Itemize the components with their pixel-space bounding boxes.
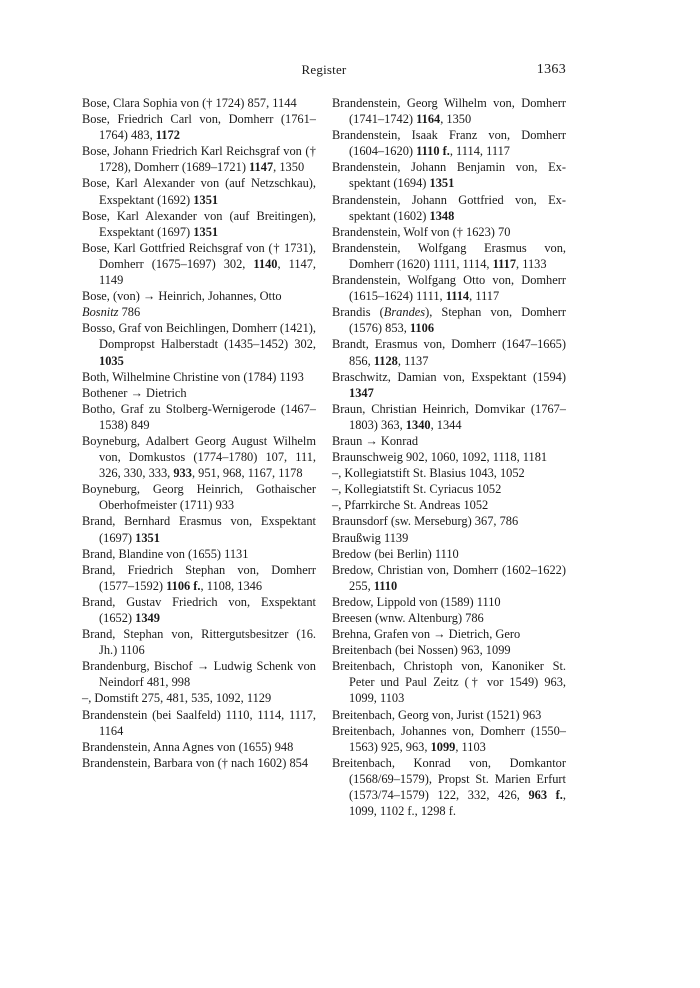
main-reference: 1035 bbox=[99, 353, 124, 368]
index-entry bbox=[82, 320, 316, 368]
entry-text: Brandenstein, Wolfgang Erasmus von, Domherr (1620) 1111, 1114, bbox=[332, 240, 566, 271]
entry-text: , 951, 968, 1167, 1178 bbox=[191, 466, 303, 481]
entry-text: Brehna, Grafen von → Dietrich, Gero bbox=[332, 627, 521, 642]
index-entry bbox=[82, 175, 316, 207]
main-reference: 1147 bbox=[249, 160, 274, 175]
index-entry bbox=[82, 401, 316, 433]
index-entry bbox=[332, 723, 566, 755]
entry-text: Brandenstein, Johann Benjamin von, Exspektant (1694) bbox=[332, 160, 566, 191]
entry-text: , 1103 bbox=[455, 739, 486, 754]
entry-text: Botho, Graf zu Stolberg-Wernigerode (1467–1538) 849 bbox=[82, 401, 316, 432]
index-columns bbox=[82, 95, 566, 819]
main-reference: 963 f. bbox=[528, 788, 563, 803]
index-entry bbox=[332, 401, 566, 433]
entry-text: Breitenbach, Konrad von, Domkantor (1568/69–1579), Propst St. Marien Erfurt (1573/74–1579) 122, 332, 426, bbox=[332, 755, 566, 803]
index-entry bbox=[82, 562, 316, 594]
main-reference: 1351 bbox=[193, 224, 219, 239]
main-reference: 1340 bbox=[405, 417, 431, 432]
entry-text: Boyneburg, Georg Heinrich, Gothaischer Oberhofmeister (1711) 933 bbox=[82, 482, 316, 513]
entry-text: Braun, Christian Heinrich, Domvikar (1767–1803) 363, bbox=[332, 401, 566, 432]
page-header bbox=[82, 62, 566, 80]
index-entry bbox=[332, 755, 566, 819]
index-entry bbox=[332, 272, 566, 304]
main-reference: 1128 bbox=[373, 353, 398, 368]
main-reference: 1106 f. bbox=[166, 578, 201, 593]
entry-text: Breitenbach (bei Nossen) 963, 1099 bbox=[332, 643, 511, 658]
main-reference: 1106 bbox=[409, 321, 435, 336]
entry-text: Breitenbach, Johannes von, Domherr (1550–1563) 925, 963, bbox=[332, 723, 566, 754]
main-reference: 1347 bbox=[349, 385, 374, 400]
main-reference: 1164 bbox=[416, 112, 441, 127]
index-entry bbox=[332, 449, 566, 465]
main-reference: 1172 bbox=[155, 128, 180, 143]
main-reference: 1351 bbox=[135, 530, 160, 545]
entry-text: Brandenstein (bei Saalfeld) 1110, 1114, 1117, 1164 bbox=[82, 707, 316, 738]
entry-text: Brandenstein, Johann Gottfried von, Exspektant (1602) bbox=[332, 192, 566, 223]
entry-text: Brandenstein, Isaak Franz von, Domherr (1604–1620) bbox=[332, 128, 566, 159]
index-entry bbox=[332, 369, 566, 401]
index-entry bbox=[82, 707, 316, 739]
entry-text: , 1137 bbox=[397, 353, 429, 368]
entry-text: Brandenstein, Georg Wilhelm von, Domherr (1741–1742) bbox=[332, 96, 566, 127]
entry-text: Bose, (von) → Heinrich, Johannes, Otto bbox=[82, 289, 282, 304]
index-entry bbox=[332, 513, 566, 529]
entry-text: Both, Wilhelmine Christine von (1784) 1193 bbox=[82, 369, 304, 384]
index-entry bbox=[82, 755, 316, 771]
entry-text: , 1350 bbox=[440, 112, 472, 127]
running-title: Register bbox=[301, 62, 347, 77]
entry-text: Bredow (bei Berlin) 1110 bbox=[332, 546, 459, 561]
index-entry bbox=[332, 95, 566, 127]
variant-name: Bosnitz bbox=[82, 305, 119, 320]
entry-text: Breesen (wnw. Altenburg) 786 bbox=[332, 611, 484, 625]
index-entry bbox=[332, 159, 566, 191]
entry-text: –, Pfarrkirche St. Andreas 1052 bbox=[332, 498, 489, 513]
index-entry bbox=[82, 208, 316, 240]
index-entry bbox=[332, 240, 566, 272]
index-entry bbox=[332, 707, 566, 723]
entry-text: Braußwig 1139 bbox=[332, 530, 409, 545]
index-entry bbox=[332, 642, 566, 658]
index-entry bbox=[82, 288, 316, 304]
entry-text: Brandis ( bbox=[332, 305, 384, 320]
entry-text: , 1108, 1346 bbox=[200, 578, 263, 593]
main-reference: 1348 bbox=[429, 208, 455, 223]
entry-text: Braunsdorf (sw. Merseburg) 367, 786 bbox=[332, 514, 519, 529]
index-entry bbox=[82, 513, 316, 545]
entry-text: Brandenstein, Anna Agnes von (1655) 948 bbox=[82, 739, 294, 754]
entry-text: Breitenbach, Christoph von, Kanoniker St. Peter und Paul Zeitz († vor 1549) 963, 1099, 1103 bbox=[332, 659, 566, 706]
index-entry bbox=[332, 481, 566, 497]
entry-text: , 1344 bbox=[430, 417, 462, 432]
entry-text: Brandenburg, Bischof → Ludwig Schenk von Neindorf 481, 998 bbox=[82, 659, 316, 690]
main-reference: 933 bbox=[173, 466, 192, 481]
entry-text: 786 bbox=[118, 305, 141, 320]
main-reference: 1351 bbox=[193, 192, 219, 207]
entry-text: Brand, Bernhard Erasmus von, Exspektant (1697) bbox=[82, 514, 316, 545]
entry-text: Braun → Konrad bbox=[332, 433, 419, 448]
variant-name: Brandes bbox=[383, 305, 426, 320]
index-entry bbox=[82, 739, 316, 755]
main-reference: 1117 bbox=[492, 256, 517, 271]
main-reference: 1351 bbox=[429, 176, 455, 191]
index-entry bbox=[332, 546, 566, 562]
main-reference: 1110 bbox=[373, 578, 398, 593]
entry-text: , 1350 bbox=[273, 160, 305, 175]
entry-text: , 1117 bbox=[469, 289, 500, 304]
index-entry bbox=[82, 143, 316, 175]
entry-text: –, Domstift 275, 481, 535, 1092, 1129 bbox=[82, 691, 272, 706]
entry-text: Bothener → Dietrich bbox=[82, 385, 187, 400]
index-entry bbox=[82, 626, 316, 658]
entry-text: Braunschweig 902, 1060, 1092, 1118, 1181 bbox=[332, 450, 548, 465]
page-number: 1363 bbox=[536, 62, 566, 77]
entry-text: –, Kollegiatstift St. Cyriacus 1052 bbox=[332, 482, 502, 497]
entry-text: Brand, Gustav Friedrich von, Exspektant (1652) bbox=[82, 594, 316, 625]
index-entry bbox=[332, 610, 566, 626]
index-entry bbox=[82, 433, 316, 481]
entry-text: Bose, Friedrich Carl von, Domherr (1761–1764) 483, bbox=[82, 112, 316, 143]
entry-text: , 1114, 1117 bbox=[449, 144, 510, 159]
index-entry bbox=[332, 594, 566, 610]
index-entry bbox=[82, 385, 316, 401]
index-entry bbox=[332, 127, 566, 159]
index-entry bbox=[332, 626, 566, 642]
index-entry bbox=[82, 594, 316, 626]
index-entry bbox=[82, 369, 316, 385]
entry-text: Boyneburg, Adalbert Georg August Wilhelm von, Domkustos (1774–1780) 107, 111, 326, 330, 333, bbox=[82, 433, 316, 481]
index-entry bbox=[82, 240, 316, 288]
entry-text: Breitenbach, Georg von, Jurist (1521) 963 bbox=[332, 707, 542, 722]
index-entry bbox=[332, 562, 566, 594]
entry-text: Bose, Karl Alexander von (auf Netzschkau), Exspektant (1692) bbox=[82, 176, 316, 207]
index-entry bbox=[332, 336, 566, 368]
main-reference: 1140 bbox=[253, 256, 278, 271]
index-entry bbox=[82, 481, 316, 513]
main-reference: 1099 bbox=[430, 739, 456, 754]
entry-text: ), Stephan von, Domherr (1576) 853, bbox=[349, 305, 566, 336]
entry-text: Bose, Clara Sophia von († 1724) 857, 1144 bbox=[82, 96, 297, 110]
entry-text: –, Kollegiatstift St. Blasius 1043, 1052 bbox=[332, 466, 525, 481]
index-entry bbox=[82, 658, 316, 690]
main-reference: 1114 bbox=[445, 289, 470, 304]
index-entry bbox=[332, 530, 566, 546]
main-reference: 1349 bbox=[135, 611, 160, 625]
index-entry bbox=[332, 224, 566, 240]
entry-text: Brand, Stephan von, Rittergutsbesitzer (16. Jh.) 1106 bbox=[82, 627, 316, 658]
entry-text: Braschwitz, Damian von, Exspektant (1594) bbox=[332, 369, 566, 384]
index-entry bbox=[82, 546, 316, 562]
entry-text: Bredow, Lippold von (1589) 1110 bbox=[332, 594, 501, 609]
index-entry bbox=[82, 690, 316, 706]
index-column-left bbox=[82, 95, 316, 819]
index-entry bbox=[332, 497, 566, 513]
entry-text: Brandenstein, Wolfgang Otto von, Domherr (1615–1624) 1111, bbox=[332, 273, 566, 304]
entry-text: Bredow, Christian von, Domherr (1602–1622) 255, bbox=[332, 562, 566, 593]
index-entry bbox=[82, 111, 316, 143]
entry-text: Brandt, Erasmus von, Domherr (1647–1665) 856, bbox=[332, 337, 566, 368]
entry-text: , 1133 bbox=[516, 256, 547, 271]
index-entry bbox=[82, 304, 316, 320]
entry-text: Brand, Friedrich Stephan von, Domherr (1577–1592) bbox=[82, 562, 316, 593]
index-entry bbox=[332, 658, 566, 706]
entry-text: Bose, Karl Alexander von (auf Breitingen), Exspektant (1697) bbox=[82, 208, 316, 239]
entry-text: Bose, Johann Friedrich Karl Reichsgraf von († 1728), Domherr (1689–1721) bbox=[82, 144, 316, 175]
entry-text: Brandenstein, Barbara von († nach 1602) 854 bbox=[82, 755, 309, 770]
main-reference: 1110 f. bbox=[416, 144, 450, 159]
index-column-right bbox=[332, 95, 566, 819]
index-entry bbox=[332, 304, 566, 336]
entry-text: , 1099, 1102 f., 1298 f. bbox=[349, 788, 566, 819]
index-entry bbox=[82, 95, 316, 111]
entry-text: , 1147, 1149 bbox=[99, 256, 317, 288]
entry-text: Brandenstein, Wolf von († 1623) 70 bbox=[332, 224, 511, 239]
index-entry bbox=[332, 433, 566, 449]
entry-text: Bose, Karl Gottfried Reichsgraf von († 1731), Domherr (1675–1697) 302, bbox=[82, 240, 316, 271]
entry-text: Bosso, Graf von Beichlingen, Domherr (1421), Dompropst Halberstadt (1435–1452) 302, bbox=[82, 321, 317, 352]
index-entry bbox=[332, 465, 566, 481]
index-entry bbox=[332, 192, 566, 224]
entry-text: Brand, Blandine von (1655) 1131 bbox=[82, 546, 249, 561]
